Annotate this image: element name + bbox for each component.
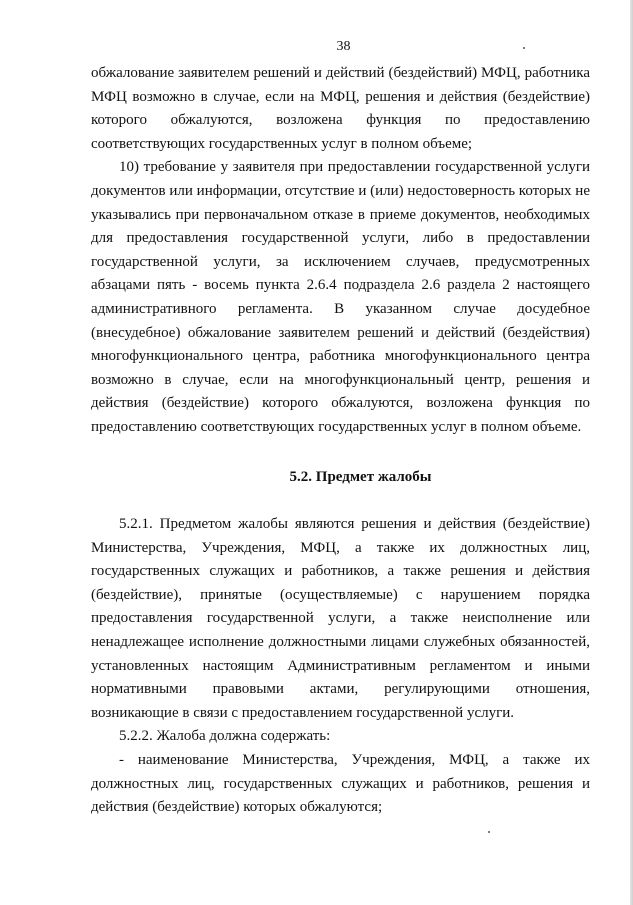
- paragraph-item-10: 10) требование у заявителя при предоставлении государственной услуги документов или информации, отсутствие и (или) недостоверность которых не указывались при первоначальном отказе в приеме документов, необходимых для предоставления государственной услуги, либо в предоставлении государственной услуги, за исключением случаев, предусмотренных абзацами пять - восемь пункта 2.6.4 подраздела 2.6 раздела 2 настоящего административного регламента. В указанном случае досудебное (внесудебное) обжалование заявителем решений и действий (бездействия) многофункционального центра, работника многофункционального центра возможно в случае, если на многофункциональный центр, решения и действия (бездействие) которого обжалуются, возложена функция по предоставлению соответствующих государственных услуг в полном объеме.: [91, 159, 590, 435]
- paragraph-continuation: обжалование заявителем решений и действий (бездействий) МФЦ, работника МФЦ возможно в случае, если на МФЦ, решения и действия (бездействие) которого обжалуются, возложена функция по предоставлению соответствующих государственных услуг в полном объеме;: [91, 65, 590, 152]
- document-body: [91, 62, 590, 820]
- scan-speck: [523, 47, 525, 49]
- section-heading: 5.2. Предмет жалобы: [289, 468, 432, 485]
- paragraph-5-2-1: 5.2.1. Предметом жалобы являются решения и действия (бездействие) Министерства, Учреждения, МФЦ, а также их должностных лиц, государственных служащих и работников, а также решения и действия (бездействие), принятые (осуществляемые) с нарушением порядка предоставления государственной услуги, а также неисполнение или ненадлежащее исполнение должностными лицами служебных обязанностей, установленных настоящим Административным регламентом и иными нормативными правовыми актами, регулирующими отношения, возникающие в связи с предоставлением государственной услуги.: [91, 516, 590, 721]
- list-item-naming: - наименование Министерства, Учреждения, МФЦ, а также их должностных лиц, государственных служащих и работников, решения и действия (бездействие) которых обжалуются;: [91, 752, 590, 816]
- scan-speck: [488, 831, 490, 833]
- paragraph-5-2-2: 5.2.2. Жалоба должна содержать:: [119, 728, 331, 745]
- page-number: 38: [336, 39, 351, 54]
